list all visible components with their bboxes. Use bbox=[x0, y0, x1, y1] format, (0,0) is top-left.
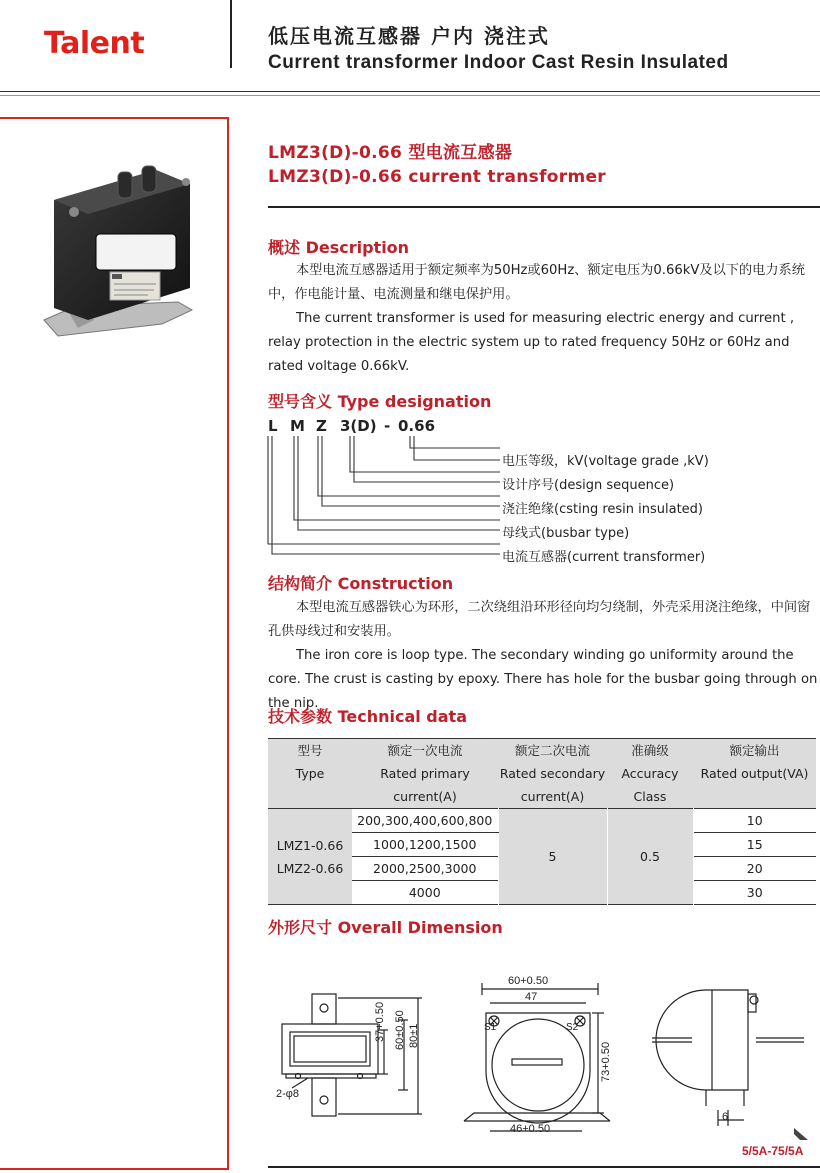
dim-mid-73: 73+0.50 bbox=[600, 1041, 612, 1082]
designation-item-busbar: 母线式(busbar type) bbox=[502, 526, 630, 541]
dimension-heading: 外形尺寸 Overall Dimension bbox=[268, 918, 503, 937]
page-title-cn: 低压电流互感器 户内 浇注式 bbox=[268, 24, 550, 48]
header-accuracy: 准确级 Accuracy Class bbox=[621, 743, 679, 804]
dim-left-hole: 2-φ8 bbox=[276, 1088, 300, 1100]
code-l: L bbox=[268, 417, 278, 435]
table-header-row bbox=[268, 739, 816, 809]
primary-cell: 2000,2500,3000 bbox=[352, 857, 498, 881]
designation-item-voltage: 电压等级，kV(voltage grade ,kV) bbox=[502, 454, 709, 469]
primary-cell: 4000 bbox=[352, 881, 498, 905]
code-dash: - bbox=[384, 417, 391, 435]
product-title-cn: LMZ3(D)-0.66 型电流互感器 bbox=[268, 143, 513, 163]
dim-mid-60: 60+0.50 bbox=[508, 975, 549, 987]
dim-left-60: 60±0.50 bbox=[394, 1010, 406, 1050]
title-rule bbox=[268, 206, 820, 208]
technical-heading: 技术参数 Technical data bbox=[268, 707, 467, 726]
table-row bbox=[268, 809, 816, 833]
terminal-s2: S2 bbox=[566, 1022, 579, 1033]
description-cn: 本型电流互感器适用于额定频率为50Hz或60Hz、额定电压为0.66kV及以下的电力系统中，作电能计量、电流测量和继电保护用。 bbox=[268, 263, 805, 302]
designation-item-ct: 电流互感器(current transformer) bbox=[502, 550, 706, 565]
designation-item-sequence: 设计序号(design sequence) bbox=[502, 478, 675, 493]
designation-item-insulation: 浇注绝缘(csting resin insulated) bbox=[502, 502, 703, 517]
description-en: The current transformer is used for measuring electric energy and current , relay protection in the electric system up to rated frequency 50Hz or 60Hz and rated voltage 0.66kV. bbox=[268, 311, 795, 374]
type-cell bbox=[268, 809, 352, 905]
code-z: Z bbox=[316, 417, 327, 435]
type-lmz2: LMZ2-0.66 bbox=[276, 860, 344, 876]
output-cell: 15 bbox=[693, 833, 816, 857]
description-heading: 概述 Description bbox=[268, 238, 410, 257]
code-3d: 3(D) bbox=[340, 417, 377, 435]
primary-cell: 1000,1200,1500 bbox=[352, 833, 498, 857]
output-cell: 20 bbox=[693, 857, 816, 881]
primary-cell: 200,300,400,600,800 bbox=[352, 809, 498, 833]
product-photo bbox=[36, 160, 200, 340]
dimension-top-view bbox=[648, 980, 808, 1130]
header-rule bbox=[0, 91, 820, 92]
construction-heading: 结构简介 Construction bbox=[268, 574, 454, 593]
dim-mid-47: 47 bbox=[525, 991, 538, 1003]
technical-table bbox=[268, 738, 816, 905]
footer-rule bbox=[268, 1166, 820, 1168]
terminal-s1: S1 bbox=[484, 1022, 497, 1033]
page-corner-arrow-icon bbox=[792, 1126, 810, 1142]
header-rule-thin bbox=[0, 95, 820, 96]
type-lmz1: LMZ1-0.66 bbox=[276, 837, 344, 853]
output-cell: 30 bbox=[693, 881, 816, 905]
description-body bbox=[268, 259, 818, 379]
brand-logo: Talent bbox=[44, 26, 145, 61]
header-divider bbox=[230, 0, 232, 68]
dimension-side-view bbox=[460, 975, 620, 1135]
output-cell: 10 bbox=[693, 809, 816, 833]
dim-right-6: 6 bbox=[722, 1111, 729, 1123]
header-primary: 额定一次电流 Rated primary current(A) bbox=[380, 743, 470, 804]
product-title-en: LMZ3(D)-0.66 current transformer bbox=[268, 167, 606, 187]
secondary-cell: 5 bbox=[498, 809, 607, 905]
page-number: 5/5A-75/5A bbox=[742, 1144, 804, 1158]
header-secondary: 额定二次电流 Rated secondary current(A) bbox=[499, 743, 606, 804]
construction-cn: 本型电流互感器铁心为环形，二次绕组沿环形径向均匀绕制，外壳采用浇注绝缘，中间窗孔供母线过和安装用。 bbox=[268, 600, 811, 639]
construction-body bbox=[268, 596, 818, 716]
code-m: M bbox=[290, 417, 305, 435]
dim-mid-46: 46+0.50 bbox=[510, 1123, 551, 1135]
dim-left-37: 37+0.50 bbox=[374, 1001, 386, 1042]
code-voltage: 0.66 bbox=[398, 417, 436, 435]
header-type: 型号 Type bbox=[295, 743, 325, 781]
dim-left-80: 80±1 bbox=[408, 1023, 420, 1048]
accuracy-cell: 0.5 bbox=[607, 809, 693, 905]
page-title-en: Current transformer Indoor Cast Resin Insulated bbox=[268, 52, 729, 73]
header-output: 额定输出 Rated output(VA) bbox=[700, 743, 809, 781]
construction-en: The iron core is loop type. The secondary winding go uniformity around the core. The crust is casting by epoxy. There has hole for the busbar going through on the nip. bbox=[268, 648, 818, 711]
designation-heading: 型号含义 Type designation bbox=[268, 392, 492, 411]
designation-leader-lines bbox=[264, 436, 504, 562]
dimension-front-view bbox=[268, 990, 438, 1125]
